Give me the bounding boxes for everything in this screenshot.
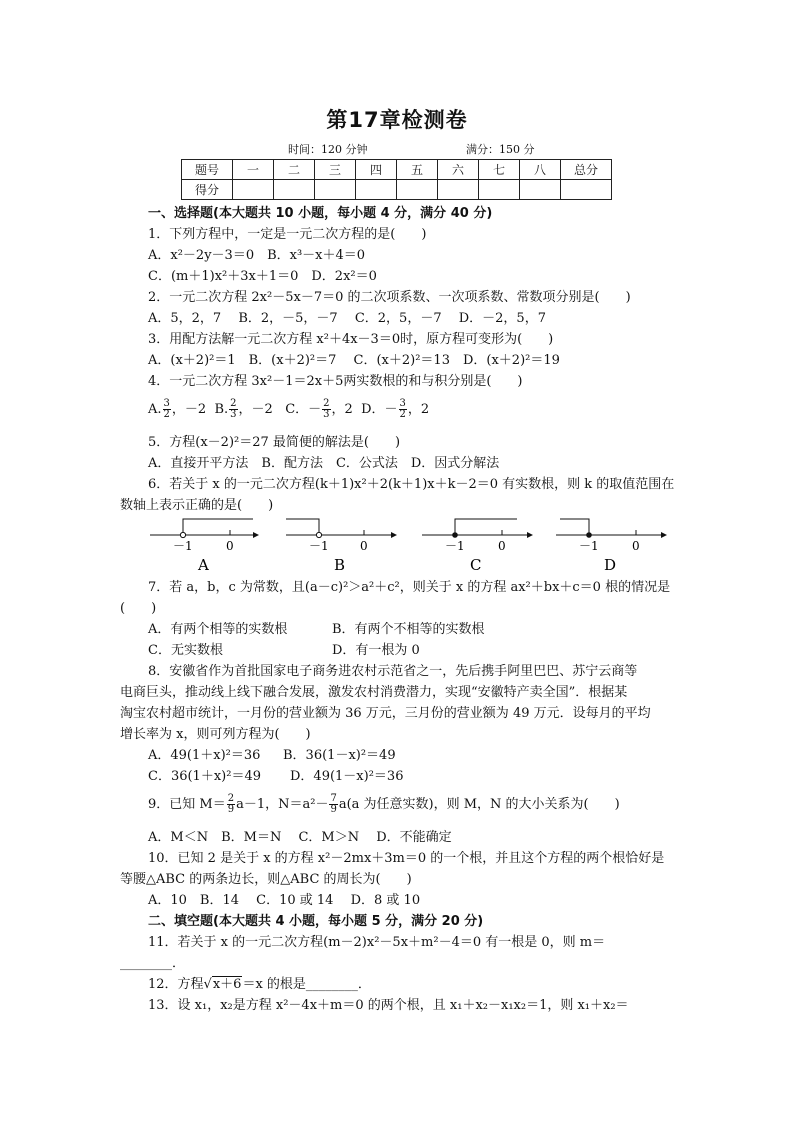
open-point: [180, 532, 185, 537]
score-cell[interactable]: [479, 180, 520, 200]
answer-blank[interactable]: ________．: [120, 956, 186, 971]
question-options: [148, 397, 429, 423]
score-info: 满分：150 分: [466, 143, 535, 156]
question-text: 12．方程√x＋6＝x 的根是________．: [148, 977, 371, 992]
number-line-d: [556, 519, 666, 574]
question-text: 等腰△ABC 的两条边长，则△ABC 的周长为( ): [120, 872, 412, 887]
option-label: C．－: [285, 402, 322, 417]
question-option: D．有一根为 0: [332, 643, 420, 658]
denominator: 9: [227, 804, 235, 815]
header-cell: 五: [397, 160, 438, 180]
question-options: A．10 B．14 C．10 或 14 D．8 或 10: [148, 893, 421, 908]
header-cell: 总分: [561, 160, 612, 180]
header-cell: 二: [274, 160, 315, 180]
option-label: A.: [148, 402, 162, 417]
header-cell: 八: [520, 160, 561, 180]
score-cell[interactable]: [397, 180, 438, 200]
question-text: 8．安徽省作为首批国家电子商务进农村示范省之一，先后携手阿里巴巴、苏宁云商等: [148, 664, 638, 679]
fraction: [399, 399, 407, 420]
numerator: 2: [323, 398, 330, 409]
tick-label: 0: [498, 539, 506, 553]
question-text: 4．一元二次方程 3x²－1＝2x＋5两实数根的和与积分别是( ): [148, 374, 523, 389]
score-table-score-row: [182, 180, 612, 200]
question-text: 2．一元二次方程 2x²－5x－7＝0 的二次项系数、一次项系数、常数项分别是( ): [148, 290, 631, 305]
score-table-header-row: [182, 160, 612, 180]
fraction: [227, 794, 235, 815]
score-table: [181, 159, 612, 200]
numerator: 2: [230, 398, 237, 409]
question-option: C．36(1＋x)²＝49: [148, 769, 261, 784]
option-label: D: [604, 556, 617, 574]
question-options: A．直接开平方法 B．配方法 C．公式法 D．因式分解法: [148, 456, 500, 471]
question-text: 1．下列方程中，一定是一元二次方程的是( ): [148, 227, 427, 242]
fraction: [229, 399, 237, 420]
section-heading: 一、选择题(本大题共 10 小题，每小题 4 分，满分 40 分): [148, 206, 493, 221]
score-cell[interactable]: [438, 180, 479, 200]
score-cell[interactable]: [561, 180, 612, 200]
closed-point: [586, 532, 592, 538]
header-cell: 七: [479, 160, 520, 180]
open-point: [316, 532, 321, 537]
question-options: A．M＜N B．M＝N C．M＞N D．不能确定: [148, 830, 452, 845]
closed-point: [452, 532, 458, 538]
question-text: 3．用配方法解一元二次方程 x²＋4x－3＝0时，原方程可变形为( ): [148, 332, 554, 347]
option-text: ，－2: [171, 402, 207, 417]
option-text: ，2: [331, 402, 353, 417]
tick-label: 0: [632, 539, 640, 553]
score-cell[interactable]: [315, 180, 356, 200]
score-cell[interactable]: [520, 180, 561, 200]
question-text: ( ): [120, 601, 157, 616]
header-cell: 一: [233, 160, 274, 180]
score-cell[interactable]: [356, 180, 397, 200]
denominator: 3: [323, 409, 330, 420]
numerator: 2: [227, 793, 235, 804]
row-label: 得分: [182, 180, 233, 200]
option-label: B: [334, 556, 346, 574]
question-text: 电商巨头，推动线上线下融合发展，激发农村消费潜力，实现“安徽特产卖全国”．根据某: [120, 685, 628, 700]
question-text: 5．方程(x－2)²＝27 最简便的解法是( ): [148, 435, 401, 450]
number-line-c: [422, 519, 532, 574]
text-segment: 9．已知 M＝: [148, 797, 226, 812]
denominator: 2: [399, 409, 406, 420]
text-segment: a(a 为任意实数)，则 M，N 的大小关系为( ): [338, 797, 620, 812]
numerator: 7: [330, 793, 337, 804]
option-text: ，－2: [238, 402, 273, 417]
fraction: [329, 794, 337, 815]
question-option: D．49(1－x)²＝36: [290, 769, 404, 784]
option-label: D．－: [361, 402, 398, 417]
number-line-a: [150, 519, 258, 574]
number-line-b: [286, 519, 396, 574]
question-text: 增长率为 x，则可列方程为( ): [120, 727, 311, 742]
question-text: [148, 792, 620, 818]
fraction: [322, 399, 330, 420]
numerator: 3: [163, 398, 170, 409]
question-text: 7．若 a，b，c 为常数，且(a－c)²＞a²＋c²，则关于 x 的方程 ax²＋bx＋c＝0 根的情况是: [148, 580, 671, 595]
option-label: B.: [214, 402, 229, 417]
question-option: B．36(1－x)²＝49: [283, 748, 396, 763]
tick-label: －1: [579, 539, 599, 553]
tick-label: 0: [226, 539, 234, 553]
denominator: 2: [163, 409, 170, 420]
tick-label: 0: [360, 539, 368, 553]
page-title: 第17章检测卷: [326, 108, 468, 132]
tick-label: －1: [445, 539, 465, 553]
question-option: B．有两个不相等的实数根: [332, 622, 485, 637]
question-options: A．(x＋2)²＝1 B．(x＋2)²＝7 C．(x＋2)²＝13 D．(x＋2)²＝19: [148, 353, 560, 368]
question-text: 6．若关于 x 的一元二次方程(k＋1)x²＋2(k＋1)x＋k－2＝0 有实数根，则 k 的取值范围在: [148, 477, 675, 492]
question-text: 淘宝农村超市统计，一月份的营业额为 36 万元，三月份的营业额为 49 万元．设每月的平均: [120, 706, 651, 721]
option-label: C: [470, 556, 482, 574]
header-cell: 题号: [182, 160, 233, 180]
score-cell[interactable]: [274, 180, 315, 200]
text-segment: ＝x 的根是________．: [242, 977, 371, 992]
time-info: 时间：120 分钟: [288, 143, 368, 156]
option-label: A: [198, 556, 209, 574]
header-cell: 三: [315, 160, 356, 180]
numerator: 3: [399, 398, 406, 409]
header-cell: 四: [356, 160, 397, 180]
score-cell[interactable]: [233, 180, 274, 200]
question-option: A．49(1＋x)²＝36: [148, 748, 261, 763]
question-text: 13．设 x₁，x₂是方程 x²－4x＋m＝0 的两个根，且 x₁＋x₂－x₁x₂＝1，则 x₁＋x₂＝: [148, 998, 629, 1013]
denominator: 9: [330, 804, 337, 815]
question-option: C．无实数根: [148, 643, 223, 658]
question-options: C．(m＋1)x²＋3x＋1＝0 D．2x²＝0: [148, 269, 377, 284]
question-text: 10．已知 2 是关于 x 的方程 x²－2mx＋3m＝0 的一个根，并且这个方程的两个根恰好是: [148, 851, 665, 866]
question-text: 数轴上表示正确的是( ): [120, 498, 274, 513]
number-line-diagrams: [148, 512, 668, 576]
denominator: 3: [230, 409, 237, 420]
question-text: 11．若关于 x 的一元二次方程(m－2)x²－5x＋m²－4＝0 有一根是 0，则 m＝: [148, 935, 606, 950]
question-options: A．x²－2y－3＝0 B．x³－x＋4＝0: [148, 248, 366, 263]
fraction: [163, 399, 171, 420]
text-segment: 12．方程: [148, 977, 204, 992]
question-options: A．5，2，7 B．2，－5，－7 C．2，5，－7 D．－2，5，7: [148, 311, 546, 326]
radicand: x＋6: [212, 977, 242, 992]
question-option: A．有两个相等的实数根: [148, 622, 288, 637]
tick-label: －1: [309, 539, 329, 553]
tick-label: －1: [173, 539, 193, 553]
option-text: ，2: [407, 402, 430, 417]
section-heading: 二、填空题(本大题共 4 小题，每小题 5 分，满分 20 分): [148, 914, 484, 929]
text-segment: a－1，N＝a²－: [236, 797, 329, 812]
header-cell: 六: [438, 160, 479, 180]
